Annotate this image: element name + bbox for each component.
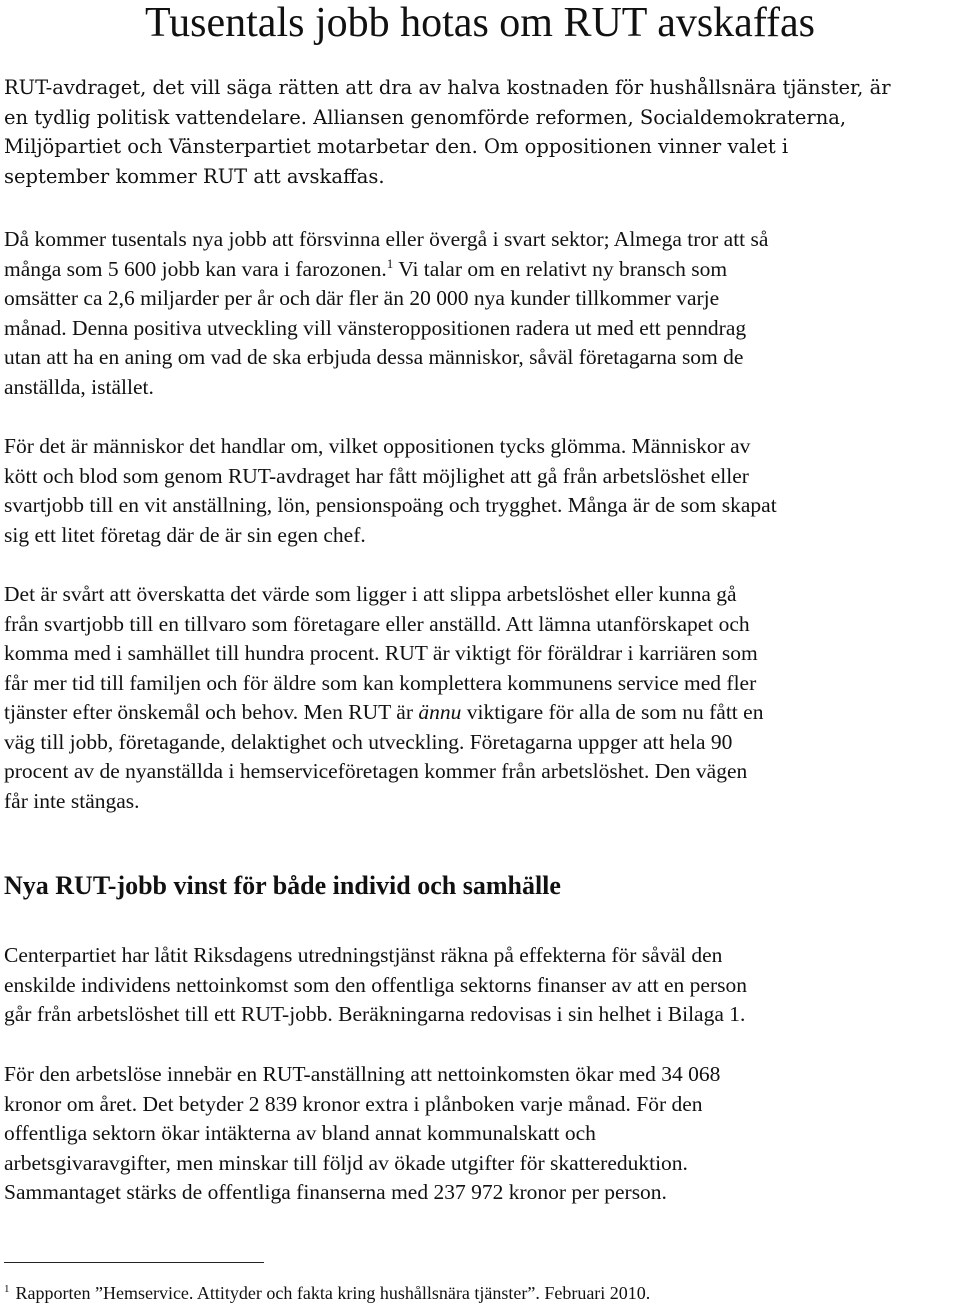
paragraph-line: komma med i samhället till hundra procent. RUT är viktigt för föräldrar i karriären som [4, 641, 758, 665]
footnote-mark: 1 [4, 1283, 10, 1295]
paragraph-jobs-at-risk [4, 225, 768, 402]
paragraph-line: anställda, istället. [4, 374, 154, 399]
paragraph-line: svartjobb till en vit anställning, lön, pensionspoäng och trygghet. Många är de som skapat [4, 493, 777, 517]
paragraph-people [4, 432, 777, 550]
footnote-reference[interactable]: 1 [386, 255, 394, 271]
paragraph-income [4, 1060, 720, 1208]
paragraph-line: omsätter ca 2,6 miljarder per år och där fler än 20 000 nya kunder tillkommer varje [4, 286, 720, 310]
paragraph-line: procent av de nyanställda i hemserviceföretagen kommer från arbetslöshet. Den vägen [4, 759, 748, 783]
intro-paragraph [4, 73, 891, 191]
paragraph-line: får inte stängas. [4, 788, 140, 813]
paragraph-line: får mer tid till familjen och för äldre som kan komplettera kommunens service med fler [4, 670, 757, 695]
paragraph-line: Då kommer tusentals nya jobb att försvinna eller övergå i svart sektor; Almega tror att så [4, 227, 769, 251]
paragraph-line: sig ett litet företag där de är sin egen chef. [4, 522, 366, 547]
paragraph-calculation [4, 941, 747, 1030]
paragraph-text: Vi talar om en relativt ny bransch som [393, 256, 728, 281]
paragraph-value [4, 580, 763, 816]
paragraph-line: För den arbetslöse innebär en RUT-anställning att nettoinkomsten ökar med 34 068 [4, 1062, 721, 1086]
paragraph-text: många som 5 600 jobb kan vara i farozonen. [4, 256, 387, 281]
intro-line: en tydlig politisk vattendelare. Alliansen genomförde reformen, Socialdemokraterna, [4, 105, 847, 129]
emphasis-text: ännu [418, 700, 462, 724]
paragraph-line: kött och blod som genom RUT-avdraget har fått möjlighet att gå från arbetslöshet eller [4, 463, 749, 488]
paragraph-line: utan att ha en aning om vad de ska erbjuda dessa människor, såväl företagarna som de [4, 345, 744, 369]
document-title: Tusentals jobb hotas om RUT avskaffas [144, 0, 816, 46]
paragraph-line: från svartjobb till en tillvaro som företagare eller anställd. Att lämna utanförskapet och [4, 611, 750, 636]
paragraph-line: Det är svårt att överskatta det värde som ligger i att slippa arbetslöshet eller kunna gå [4, 582, 737, 606]
paragraph-line: För det är människor det handlar om, vilket oppositionen tycks glömma. Människor av [4, 434, 751, 458]
section-heading: Nya RUT-jobb vinst för både individ och samhälle [4, 871, 561, 900]
paragraph-line: offentliga sektorn ökar intäkterna av bland annat kommunalskatt och [4, 1121, 596, 1145]
paragraph-line [4, 255, 768, 285]
paragraph-line: Sammantaget stärks de offentliga finanserna med 237 972 kronor per person. [4, 1180, 667, 1204]
intro-line: september kommer RUT att avskaffas. [4, 164, 385, 188]
footnote [4, 1281, 650, 1305]
paragraph-line: väg till jobb, företagande, delaktighet och utveckling. Företagarna uppger att hela 90 [4, 729, 733, 754]
footnote-divider [4, 1262, 264, 1263]
paragraph-line: kronor om året. Det betyder 2 839 kronor extra i plånboken varje månad. För den [4, 1091, 703, 1116]
paragraph-text: viktigare för alla de som nu fått en [461, 700, 764, 724]
paragraph-line: arbetsgivaravgifter, men minskar till följd av ökade utgifter för skattereduktion. [4, 1150, 688, 1175]
paragraph-line: går från arbetslöshet till ett RUT-jobb. Beräkningarna redovisas i sin helhet i Bilaga 1. [4, 1002, 746, 1026]
footnote-text: Rapporten ”Hemservice. Attityder och fakta kring hushållsnära tjänster”. Februari 2010. [15, 1283, 651, 1303]
paragraph-text: tjänster efter önskemål och behov. Men RUT är [4, 700, 419, 724]
paragraph-line: enskilde individens nettoinkomst som den offentliga sektorns finanser av att en person [4, 972, 747, 997]
paragraph-line: Centerpartiet har låtit Riksdagens utredningstjänst räkna på effekterna för såväl den [4, 943, 723, 967]
intro-line: Miljöpartiet och Vänsterpartiet motarbetar den. Om oppositionen vinner valet i [4, 135, 789, 158]
paragraph-line: månad. Denna positiva utveckling vill vänsteroppositionen radera ut med ett penndrag [4, 315, 747, 340]
paragraph-line [4, 698, 763, 728]
intro-line: RUT-avdraget, det vill säga rätten att dra av halva kostnaden för hushållsnära tjänster, är [4, 76, 891, 99]
